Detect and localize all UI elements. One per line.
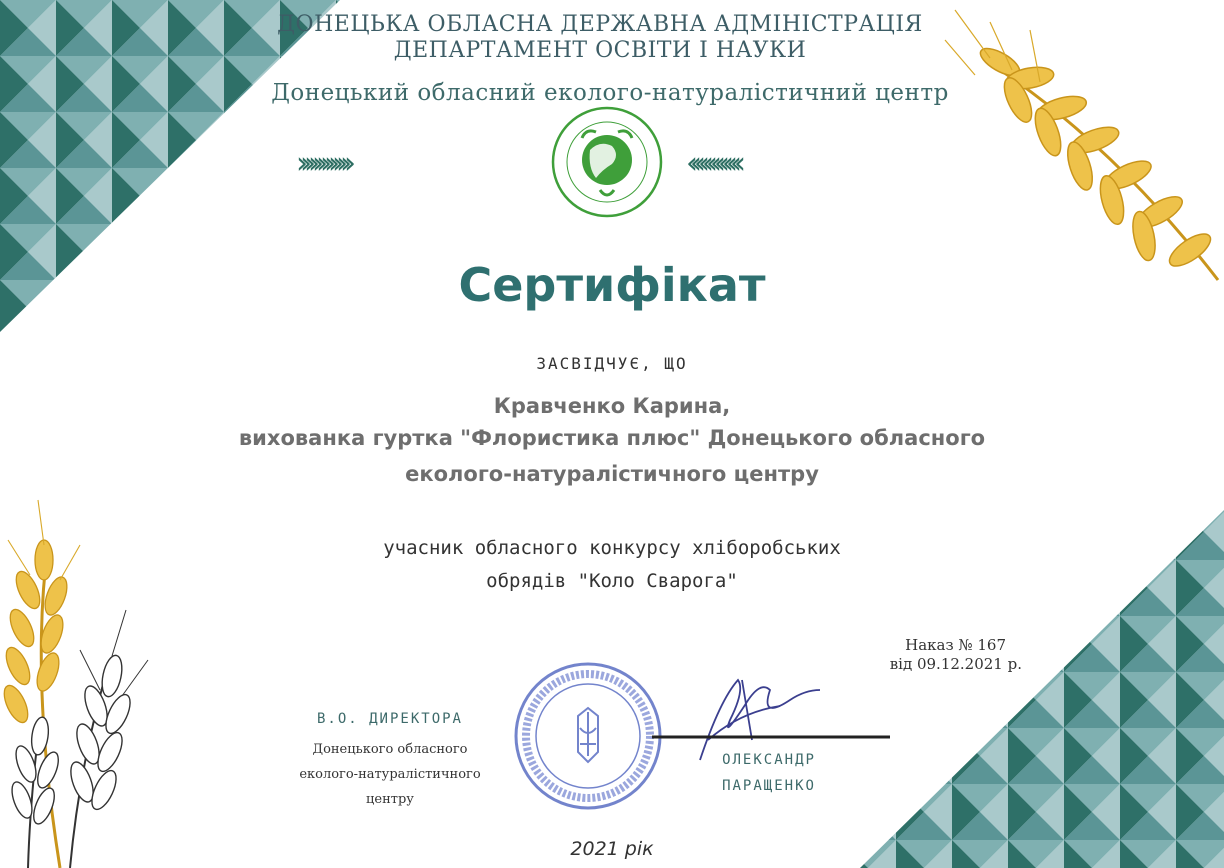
- director-org-line-3: центру: [366, 792, 414, 807]
- signature: [700, 680, 820, 760]
- header-department: ДЕПАРТАМЕНТ ОСВІТИ І НАУКИ: [393, 38, 807, 63]
- director-title: В.О. ДИРЕКТОРА: [316, 711, 463, 727]
- signer-first-name: ОЛЕКСАНДР: [722, 752, 816, 768]
- recipient-affiliation: вихованка гуртка "Флористика плюс" Донецького обласного: [238, 426, 986, 450]
- official-stamp: [516, 664, 660, 808]
- order-number: Наказ № 167: [905, 636, 1006, 654]
- recipient-affiliation-cont: еколого-натуралістичного центру: [405, 462, 819, 486]
- director-org-line-2: еколого-натуралістичного: [299, 767, 481, 782]
- eco-center-logo: [553, 108, 661, 216]
- chevrons-left-icon: ‹‹‹‹‹‹‹‹‹‹‹‹‹: [686, 146, 738, 181]
- chevrons-right-icon: ›››››››››››››: [296, 146, 348, 181]
- achievement-line-2: обрядів "Коло Сварога": [486, 570, 738, 592]
- signer-last-name: ПАРАЩЕНКО: [722, 778, 816, 794]
- certifies-label: ЗАСВІДЧУЄ, ЩО: [536, 354, 688, 373]
- certificate-year: 2021 рік: [570, 838, 654, 860]
- header-administration: ДОНЕЦЬКА ОБЛАСНА ДЕРЖАВНА АДМІНІСТРАЦІЯ: [277, 12, 923, 37]
- wheat-ear-top-right: [945, 10, 1218, 280]
- achievement-line-1: учасник обласного конкурсу хліборобських: [383, 537, 841, 559]
- order-date: від 09.12.2021 р.: [889, 655, 1022, 673]
- recipient-name: Кравченко Карина,: [493, 394, 731, 418]
- header-center-name: Донецький обласний еколого-натуралістичний центр: [271, 80, 949, 106]
- certificate-title: Сертифікат: [458, 258, 766, 312]
- director-org-line-1: Донецького обласного: [312, 742, 468, 757]
